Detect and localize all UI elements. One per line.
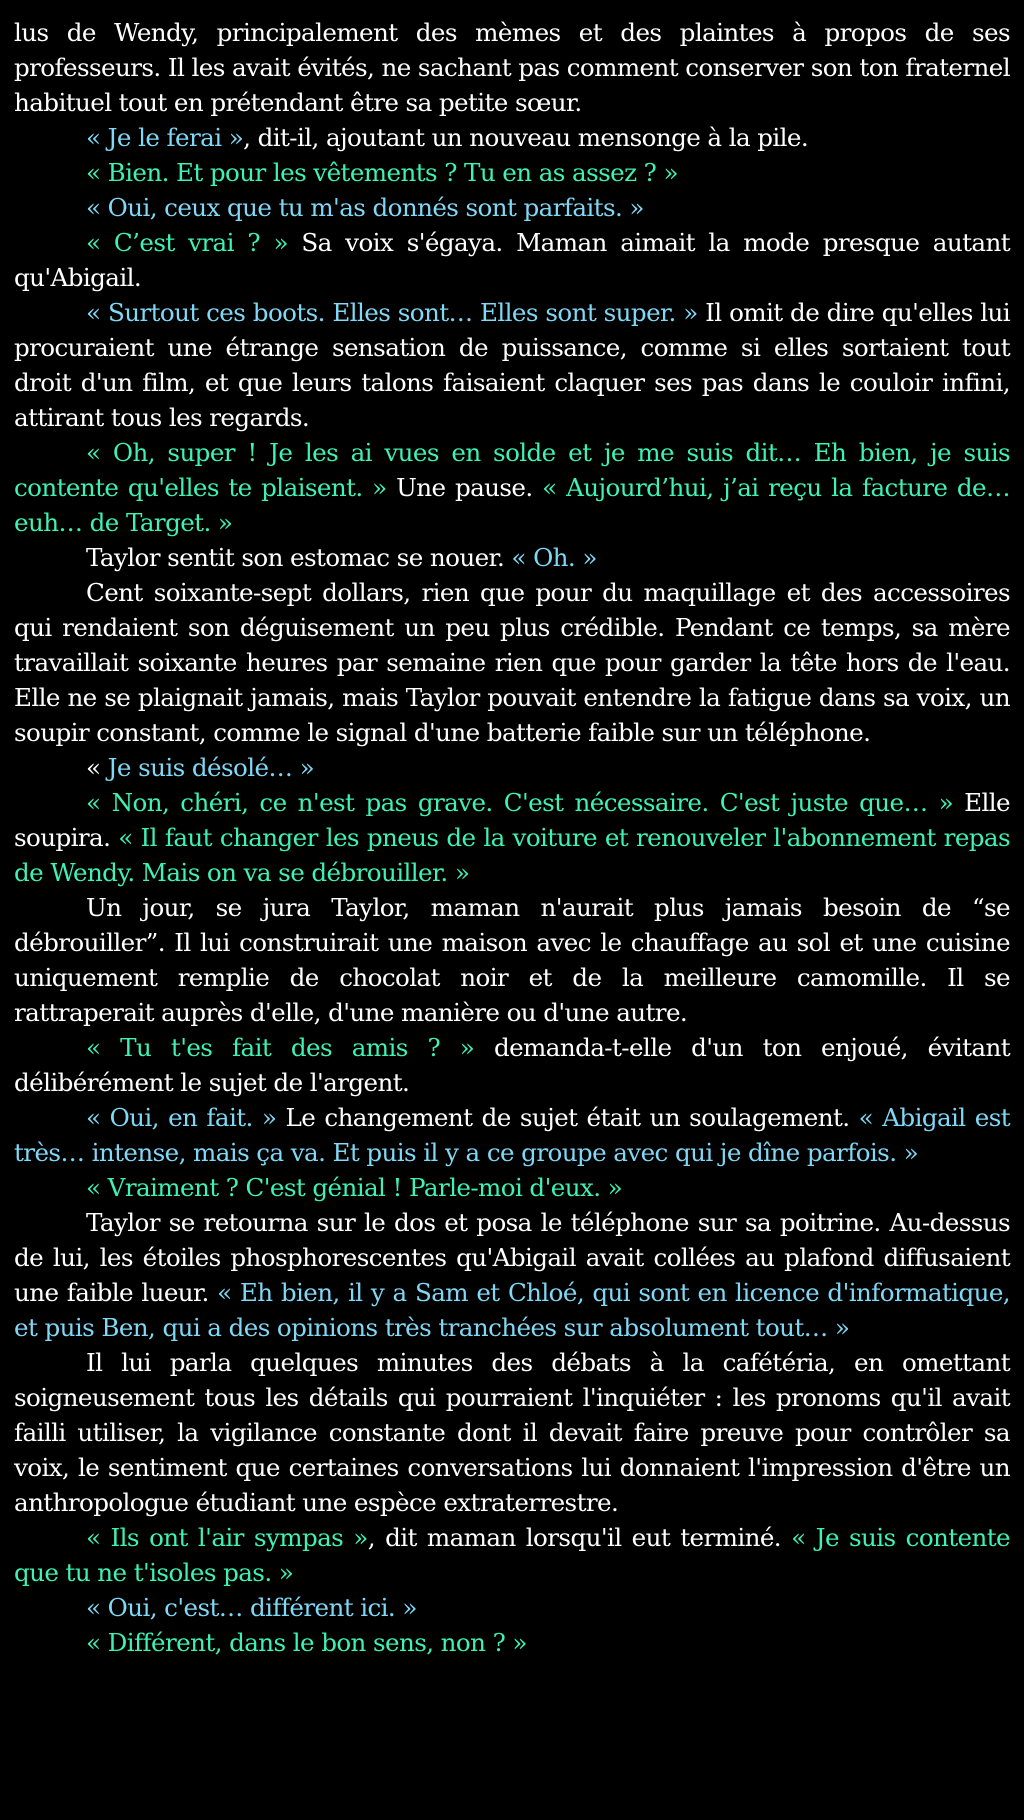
narration-text: Une pause.	[386, 473, 543, 502]
taylor-dialogue: « Oh. »	[511, 543, 597, 572]
narration-text: lus de Wendy, principalement des mèmes et des plaintes à propos de ses professeurs. Il les avait évités, ne sachant pas comment conserver son ton fraternel habituel tout en prétendant être sa petite sœur.	[14, 18, 1010, 117]
mom-dialogue: « Différent, dans le bon sens, non ? »	[86, 1628, 527, 1657]
narration-text: Sa voix s'égaya. Maman aimait la mode presque autant qu'Abigail.	[14, 228, 1010, 292]
narration-text: Elle soupira.	[14, 788, 1010, 852]
mom-dialogue: « Non, chéri, ce n'est pas grave. C'est nécessaire. C'est juste que… »	[86, 788, 954, 817]
paragraph	[14, 1030, 1010, 1100]
paragraph	[14, 1625, 1010, 1660]
narration-text: Un jour, se jura Taylor, maman n'aurait plus jamais besoin de “se débrouiller”. Il lui construirait une maison avec le chauffage au sol et une cuisine uniquement remplie de chocolat noir et de la meilleure camomille. Il se rattraperait auprès d'elle, d'une manière ou d'une autre.	[14, 893, 1010, 1027]
taylor-dialogue: « Eh bien, il y a Sam et Chloé, qui sont en licence d'informatique, et puis Ben, qui a des opinions très tranchées sur absolument tout… »	[14, 1278, 1010, 1342]
taylor-dialogue: « Oui, en fait. »	[86, 1103, 277, 1132]
paragraph	[14, 1345, 1010, 1520]
mom-dialogue: « Je suis contente que tu ne t'isoles pas. »	[14, 1523, 1010, 1587]
paragraph	[14, 120, 1010, 155]
paragraph	[14, 750, 1010, 785]
paragraph	[14, 225, 1010, 295]
taylor-dialogue: « Oui, c'est… différent ici. »	[86, 1593, 417, 1622]
narration-text: Le changement de sujet était un soulagement.	[276, 1103, 859, 1132]
narration-text: Il lui parla quelques minutes des débats à la cafétéria, en omettant soigneusement tous les détails qui pourraient l'inquiéter : les pronoms qu'il avait failli utiliser, la vigilance constante dont il devait faire preuve pour contrôler sa voix, le sentiment que certaines conversations lui donnaient l'impression d'être un anthropologue étudiant une espèce extraterrestre.	[14, 1348, 1010, 1517]
mom-dialogue: « Vraiment ? C'est génial ! Parle-moi d'eux. »	[86, 1173, 623, 1202]
taylor-dialogue: « Abigail est très… intense, mais ça va. Et puis il y a ce groupe avec qui je dîne parfois. »	[14, 1103, 1010, 1167]
paragraph	[14, 1520, 1010, 1590]
narration-text: Cent soixante-sept dollars, rien que pour du maquillage et des accessoires qui rendaient son déguisement un peu plus crédible. Pendant ce temps, sa mère travaillait soixante heures par semaine rien que pour garder la tête hors de l'eau. Elle ne se plaignait jamais, mais Taylor pouvait entendre la fatigue dans sa voix, un soupir constant, comme le signal d'une batterie faible sur un téléphone.	[14, 578, 1010, 747]
paragraph	[14, 295, 1010, 435]
narration-text: , dit maman lorsqu'il eut terminé.	[367, 1523, 792, 1552]
narration-text: Il omit de dire qu'elles lui procuraient une étrange sensation de puissance, comme si elles sortaient tout droit d'un film, et que leurs talons faisaient claquer ses pas dans le couloir infini, attirant tous les regards.	[14, 298, 1010, 432]
taylor-dialogue: « Surtout ces boots. Elles sont… Elles sont super. »	[86, 298, 698, 327]
taylor-dialogue: Je suis désolé… »	[107, 753, 315, 782]
paragraph	[14, 15, 1010, 120]
mom-dialogue: « Oh, super ! Je les ai vues en solde et je me suis dit… Eh bien, je suis contente qu'elles te plaisent. »	[14, 438, 1010, 502]
paragraph	[14, 1590, 1010, 1625]
narration-text: demanda-t-elle d'un ton enjoué, évitant délibérément le sujet de l'argent.	[14, 1033, 1010, 1097]
mom-dialogue: « Aujourd’hui, j’ai reçu la facture de… euh… de Target. »	[14, 473, 1010, 537]
taylor-dialogue: « Oui, ceux que tu m'as donnés sont parfaits. »	[86, 193, 644, 222]
paragraph	[14, 540, 1010, 575]
narration-text: Taylor se retourna sur le dos et posa le téléphone sur sa poitrine. Au-dessus de lui, les étoiles phosphorescentes qu'Abigail avait collées au plafond diffusaient une faible lueur.	[14, 1208, 1010, 1307]
paragraph	[14, 785, 1010, 890]
mom-dialogue: « Bien. Et pour les vêtements ? Tu en as assez ? »	[86, 158, 678, 187]
mom-dialogue: « Ils ont l'air sympas »	[86, 1523, 368, 1552]
paragraph	[14, 155, 1010, 190]
mom-dialogue: « Il faut changer les pneus de la voiture et renouveler l'abonnement repas de Wendy. Mais on va se débrouiller. »	[14, 823, 1010, 887]
paragraph	[14, 890, 1010, 1030]
narration-text: , dit-il, ajoutant un nouveau mensonge à la pile.	[243, 123, 809, 152]
mom-dialogue: « C’est vrai ? »	[86, 228, 288, 257]
narration-text: «	[86, 753, 108, 782]
paragraph	[14, 1170, 1010, 1205]
paragraph	[14, 190, 1010, 225]
paragraph	[14, 1100, 1010, 1170]
paragraph	[14, 1205, 1010, 1345]
narration-text: Taylor sentit son estomac se nouer.	[86, 543, 512, 572]
paragraph	[14, 435, 1010, 540]
mom-dialogue: « Tu t'es fait des amis ? »	[86, 1033, 475, 1062]
taylor-dialogue: « Je le ferai »	[86, 123, 244, 152]
paragraph	[14, 575, 1010, 750]
